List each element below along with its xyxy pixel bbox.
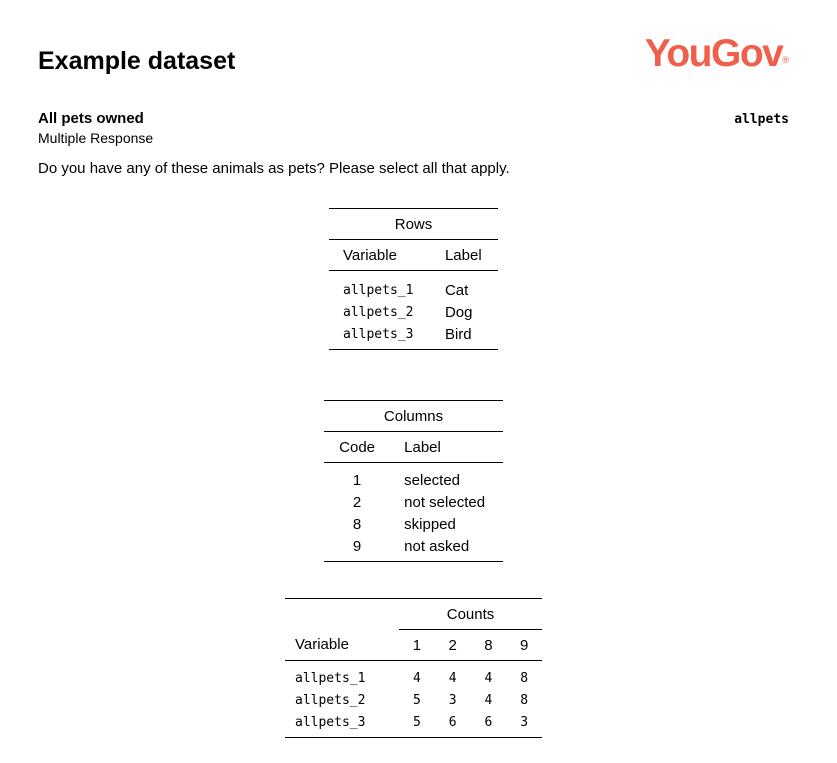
table-row <box>329 301 498 323</box>
question-text: Do you have any of these animals as pets? Please select all that apply. <box>38 160 510 177</box>
count-value: 4 <box>413 670 421 686</box>
count-value: 6 <box>471 711 507 738</box>
table-row <box>324 513 503 535</box>
count-value: 6 <box>435 711 471 738</box>
rows-table <box>329 208 498 350</box>
counts-header-code: 8 <box>471 630 507 661</box>
count-value: 4 <box>484 692 493 708</box>
count-value: 5 <box>399 711 435 738</box>
columns-table-caption: Columns <box>324 401 503 432</box>
table-row <box>324 463 503 492</box>
table-row <box>285 689 542 711</box>
column-label: not asked <box>390 535 503 562</box>
counts-table <box>285 598 542 738</box>
row-variable: allpets_1 <box>343 282 414 298</box>
question-type: Multiple Response <box>38 130 154 146</box>
count-variable: allpets_2 <box>295 692 366 708</box>
counts-table-caption: Counts <box>399 599 542 630</box>
table-row <box>285 661 542 690</box>
columns-header-label: Label <box>390 432 503 463</box>
row-variable: allpets_3 <box>329 323 431 350</box>
logo-text: YouGov <box>644 32 783 75</box>
page-title: Example dataset <box>38 47 236 75</box>
rows-header-variable: Variable <box>329 240 431 271</box>
counts-header-code: 9 <box>506 630 542 661</box>
table-row <box>285 711 542 738</box>
column-label: not selected <box>404 493 486 511</box>
row-label: Cat <box>444 281 469 299</box>
column-code: 2 <box>352 493 362 511</box>
table-row <box>324 535 503 562</box>
count-value: 8 <box>520 692 529 708</box>
counts-header-variable: Variable <box>285 630 399 661</box>
column-code: 8 <box>352 515 362 533</box>
registered-mark: ® <box>782 55 789 65</box>
rows-table-caption: Rows <box>329 209 498 240</box>
rows-header-label: Label <box>431 240 498 271</box>
count-value: 3 <box>448 692 457 708</box>
count-value: 8 <box>520 670 529 686</box>
columns-table <box>324 400 503 562</box>
row-variable: allpets_2 <box>343 304 414 320</box>
counts-header-code: 1 <box>399 630 435 661</box>
yougov-logo <box>645 32 789 76</box>
table-row <box>324 491 503 513</box>
count-value: 3 <box>506 711 542 738</box>
table-row <box>329 323 498 350</box>
count-variable: allpets_3 <box>285 711 399 738</box>
column-code: 1 <box>352 471 362 489</box>
question-label: All pets owned <box>38 110 144 127</box>
column-code: 9 <box>324 535 390 562</box>
count-value: 5 <box>413 692 421 708</box>
columns-header-code: Code <box>324 432 390 463</box>
question-variable-name: allpets <box>734 112 789 127</box>
column-label: skipped <box>404 515 456 533</box>
table-row <box>329 271 498 302</box>
count-variable: allpets_1 <box>295 670 366 686</box>
count-value: 4 <box>448 670 457 686</box>
row-label: Bird <box>431 323 498 350</box>
count-value: 4 <box>484 670 493 686</box>
counts-header-code: 2 <box>435 630 471 661</box>
row-label: Dog <box>444 303 473 321</box>
column-label: selected <box>404 471 461 489</box>
